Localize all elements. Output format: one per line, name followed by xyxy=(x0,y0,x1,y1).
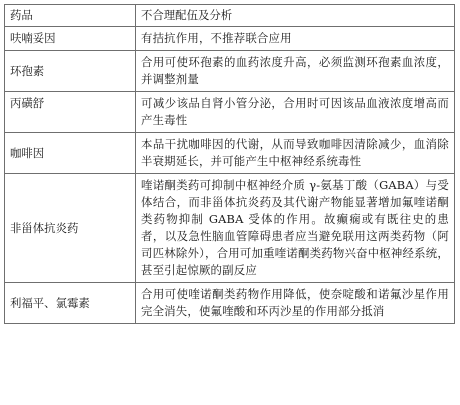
analysis-cell: 可减少该品自肾小管分泌，合用时可因该品血液浓度增高而产生毒性 xyxy=(136,92,455,133)
drug-cell: 咖啡因 xyxy=(5,133,136,174)
table-row xyxy=(5,283,455,324)
drug-cell: 环孢素 xyxy=(5,51,136,92)
table-row xyxy=(5,133,455,174)
table-header-row xyxy=(5,5,455,27)
drug-cell: 非甾体抗炎药 xyxy=(5,174,136,283)
analysis-cell: 本品干扰咖啡因的代谢，从而导致咖啡因清除减少，血消除半衰期延长，并可能产生中枢神经系统毒性 xyxy=(136,133,455,174)
table-row xyxy=(5,27,455,51)
header-analysis: 不合理配伍及分析 xyxy=(136,5,455,27)
table-row xyxy=(5,92,455,133)
table-row xyxy=(5,51,455,92)
analysis-cell: 喹诺酮类药可抑制中枢神经介质 γ-氨基丁酸（GABA）与受体结合，而非甾体抗炎药及其代谢产物能显著增加氟喹诺酮类药物抑制 GABA 受体的作用。故癫痫或有既往史的患者，以及急性脑血管障碍患者应当避免联用这两类药物（阿司匹林除外），合用可加重喹诺酮类药物兴奋中枢神经系统，甚至引起惊厥的副反应 xyxy=(136,174,455,283)
drug-cell: 呋喃妥因 xyxy=(5,27,136,51)
header-drug: 药品 xyxy=(5,5,136,27)
drug-cell: 利福平、氯霉素 xyxy=(5,283,136,324)
analysis-cell: 有拮抗作用，不推荐联合应用 xyxy=(136,27,455,51)
table-row xyxy=(5,174,455,283)
drug-cell: 丙磺舒 xyxy=(5,92,136,133)
analysis-cell: 合用可使喹诺酮类药物作用降低，使奈啶酸和诺氟沙星作用完全消失，使氟喹酸和环丙沙星的作用部分抵消 xyxy=(136,283,455,324)
analysis-cell: 合用可使环孢素的血药浓度升高，必须监测环孢素血浓度，并调整剂量 xyxy=(136,51,455,92)
drug-interaction-table xyxy=(4,4,455,324)
